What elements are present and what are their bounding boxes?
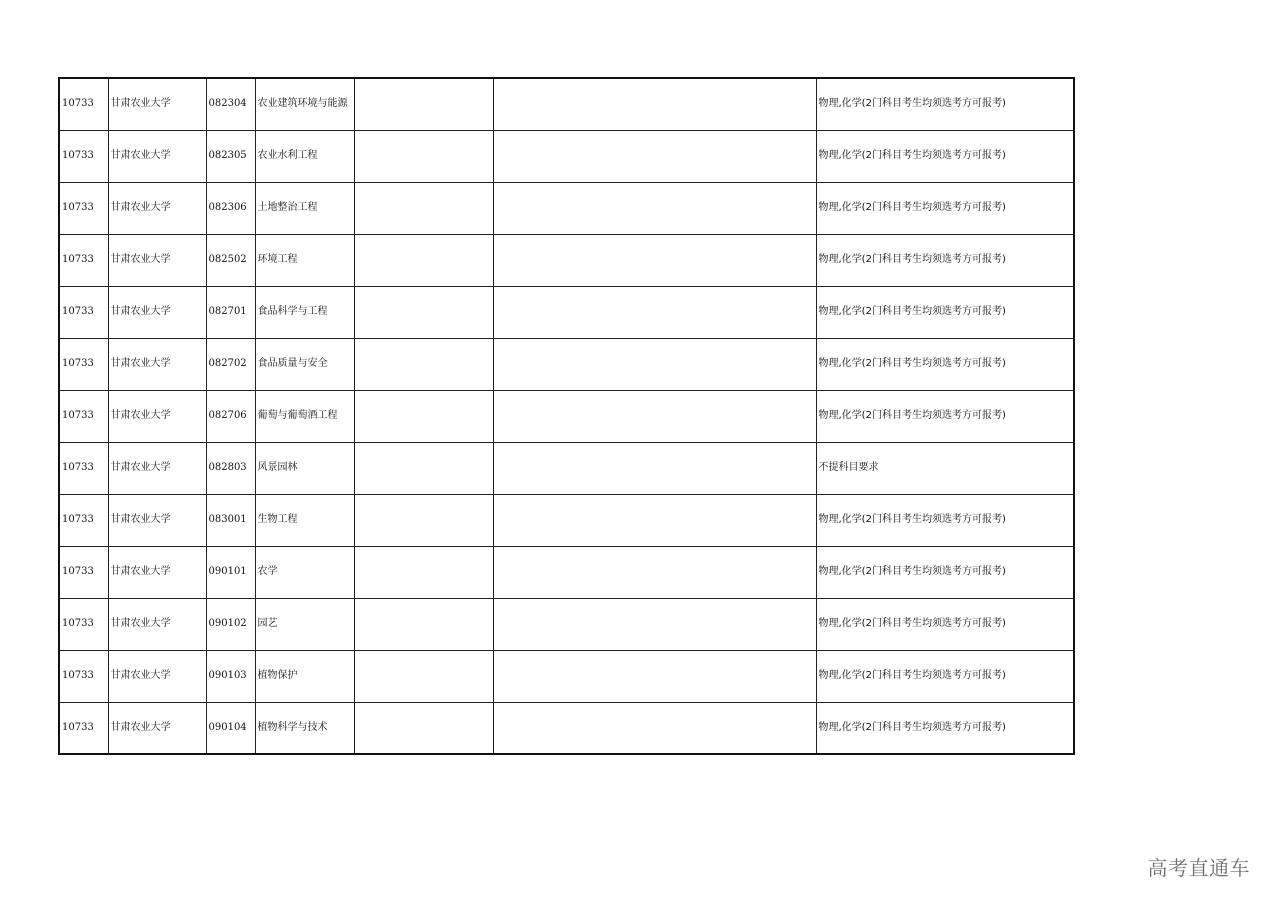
empty-cell: [354, 494, 493, 546]
major-name-cell: 食品质量与安全: [255, 338, 354, 390]
school-name-cell: 甘肃农业大学: [108, 702, 206, 754]
school-name-cell: 甘肃农业大学: [108, 182, 206, 234]
watermark-text: 高考直通车: [1147, 856, 1250, 880]
empty-cell: [493, 494, 816, 546]
school-code-cell: 10733: [59, 598, 108, 650]
school-name-cell: 甘肃农业大学: [108, 546, 206, 598]
school-code-cell: 10733: [59, 390, 108, 442]
table-row: [59, 598, 1074, 650]
empty-cell: [493, 598, 816, 650]
school-code-cell: 10733: [59, 338, 108, 390]
table-row: [59, 182, 1074, 234]
subject-requirement-cell: 物理,化学(2门科目考生均须选考方可报考): [816, 598, 1074, 650]
major-name-cell: 土地整治工程: [255, 182, 354, 234]
school-code-cell: 10733: [59, 182, 108, 234]
major-code-cell: 082803: [206, 442, 255, 494]
school-name-cell: 甘肃农业大学: [108, 338, 206, 390]
major-code-cell: 083001: [206, 494, 255, 546]
major-code-cell: 090103: [206, 650, 255, 702]
major-name-cell: 植物保护: [255, 650, 354, 702]
school-name-cell: 甘肃农业大学: [108, 234, 206, 286]
empty-cell: [354, 78, 493, 130]
major-name-cell: 农业建筑环境与能源: [255, 78, 354, 130]
subject-requirement-cell: 物理,化学(2门科目考生均须选考方可报考): [816, 286, 1074, 338]
empty-cell: [493, 442, 816, 494]
empty-cell: [354, 598, 493, 650]
table-row: [59, 130, 1074, 182]
major-name-cell: 食品科学与工程: [255, 286, 354, 338]
school-name-cell: 甘肃农业大学: [108, 390, 206, 442]
school-name-cell: 甘肃农业大学: [108, 78, 206, 130]
empty-cell: [493, 286, 816, 338]
major-name-cell: 植物科学与技术: [255, 702, 354, 754]
empty-cell: [354, 286, 493, 338]
subject-requirement-cell: 物理,化学(2门科目考生均须选考方可报考): [816, 130, 1074, 182]
table-row: [59, 286, 1074, 338]
subject-requirement-cell: 物理,化学(2门科目考生均须选考方可报考): [816, 702, 1074, 754]
school-name-cell: 甘肃农业大学: [108, 286, 206, 338]
major-name-cell: 农业水利工程: [255, 130, 354, 182]
table-row: [59, 78, 1074, 130]
major-code-cell: 082502: [206, 234, 255, 286]
major-code-cell: 090102: [206, 598, 255, 650]
table-row: [59, 442, 1074, 494]
empty-cell: [354, 338, 493, 390]
empty-cell: [493, 234, 816, 286]
table-row: [59, 234, 1074, 286]
subject-requirement-cell: 不提科目要求: [816, 442, 1074, 494]
empty-cell: [493, 130, 816, 182]
school-code-cell: 10733: [59, 494, 108, 546]
empty-cell: [354, 650, 493, 702]
school-code-cell: 10733: [59, 650, 108, 702]
table-row: [59, 702, 1074, 754]
school-name-cell: 甘肃农业大学: [108, 598, 206, 650]
major-code-cell: 090101: [206, 546, 255, 598]
empty-cell: [354, 442, 493, 494]
school-code-cell: 10733: [59, 442, 108, 494]
school-code-cell: 10733: [59, 234, 108, 286]
table-row: [59, 338, 1074, 390]
major-code-cell: 082306: [206, 182, 255, 234]
school-code-cell: 10733: [59, 130, 108, 182]
major-code-cell: 082304: [206, 78, 255, 130]
school-code-cell: 10733: [59, 78, 108, 130]
table-row: [59, 390, 1074, 442]
empty-cell: [354, 390, 493, 442]
table-row: [59, 546, 1074, 598]
major-code-cell: 082702: [206, 338, 255, 390]
empty-cell: [354, 546, 493, 598]
empty-cell: [354, 130, 493, 182]
table-row: [59, 494, 1074, 546]
major-code-cell: 082706: [206, 390, 255, 442]
major-name-cell: 风景园林: [255, 442, 354, 494]
empty-cell: [493, 546, 816, 598]
empty-cell: [354, 182, 493, 234]
major-name-cell: 环境工程: [255, 234, 354, 286]
subject-requirement-cell: 物理,化学(2门科目考生均须选考方可报考): [816, 234, 1074, 286]
empty-cell: [493, 650, 816, 702]
major-name-cell: 葡萄与葡萄酒工程: [255, 390, 354, 442]
school-name-cell: 甘肃农业大学: [108, 130, 206, 182]
major-code-cell: 090104: [206, 702, 255, 754]
school-name-cell: 甘肃农业大学: [108, 650, 206, 702]
table-body: [59, 78, 1074, 754]
major-name-cell: 农学: [255, 546, 354, 598]
school-name-cell: 甘肃农业大学: [108, 442, 206, 494]
school-code-cell: 10733: [59, 702, 108, 754]
subject-requirement-cell: 物理,化学(2门科目考生均须选考方可报考): [816, 546, 1074, 598]
table-row: [59, 650, 1074, 702]
major-name-cell: 园艺: [255, 598, 354, 650]
school-code-cell: 10733: [59, 546, 108, 598]
empty-cell: [493, 338, 816, 390]
subject-requirement-cell: 物理,化学(2门科目考生均须选考方可报考): [816, 182, 1074, 234]
school-name-cell: 甘肃农业大学: [108, 494, 206, 546]
subject-requirements-table: [58, 77, 1075, 755]
subject-requirement-cell: 物理,化学(2门科目考生均须选考方可报考): [816, 650, 1074, 702]
empty-cell: [493, 390, 816, 442]
empty-cell: [354, 234, 493, 286]
school-code-cell: 10733: [59, 286, 108, 338]
empty-cell: [493, 78, 816, 130]
major-name-cell: 生物工程: [255, 494, 354, 546]
major-code-cell: 082305: [206, 130, 255, 182]
subject-requirement-cell: 物理,化学(2门科目考生均须选考方可报考): [816, 338, 1074, 390]
empty-cell: [354, 702, 493, 754]
subject-requirement-cell: 物理,化学(2门科目考生均须选考方可报考): [816, 78, 1074, 130]
subject-requirement-cell: 物理,化学(2门科目考生均须选考方可报考): [816, 390, 1074, 442]
empty-cell: [493, 702, 816, 754]
major-code-cell: 082701: [206, 286, 255, 338]
subject-requirement-cell: 物理,化学(2门科目考生均须选考方可报考): [816, 494, 1074, 546]
empty-cell: [493, 182, 816, 234]
